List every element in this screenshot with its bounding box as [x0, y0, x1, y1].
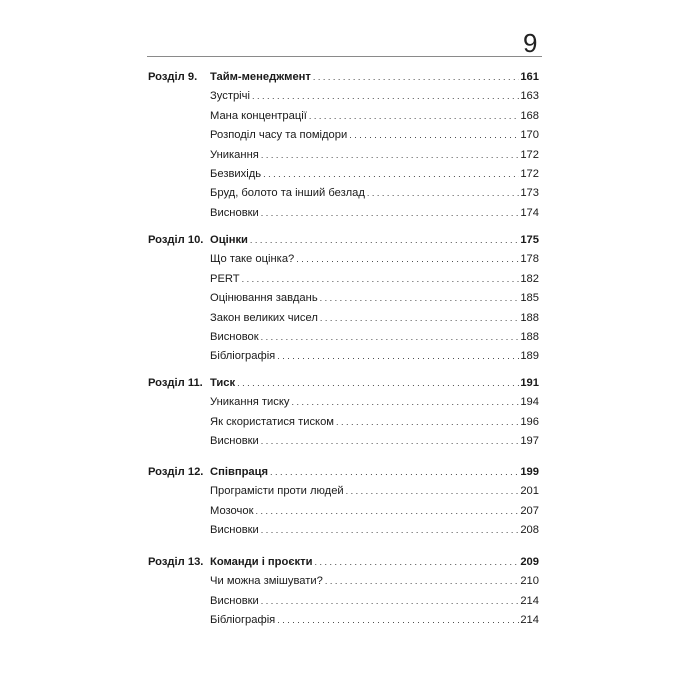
toc-subentry-row	[0, 413, 700, 431]
toc-subentry-row	[0, 432, 700, 450]
toc-entry-page: 214	[520, 614, 539, 627]
toc-subentry-row	[0, 107, 700, 125]
dot-leader	[296, 250, 519, 268]
toc-entry	[210, 347, 539, 365]
toc-subentry-row	[0, 572, 700, 590]
dot-leader	[367, 184, 519, 202]
toc-entry-page: 189	[520, 350, 539, 363]
toc-entry-page: 172	[520, 148, 539, 161]
toc-subentry-row	[0, 289, 700, 307]
dot-leader	[242, 270, 520, 288]
toc-subentry-row	[0, 521, 700, 539]
toc-entry-page: 197	[520, 435, 539, 448]
toc-entry-title: Закон великих чисел	[210, 311, 318, 324]
toc-entry	[210, 553, 539, 571]
toc-entry-page: 174	[520, 206, 539, 219]
dot-leader	[325, 572, 519, 590]
toc-entry	[210, 270, 539, 288]
toc-subentry-row	[0, 184, 700, 202]
toc-entry-title: Співпраця	[210, 466, 269, 478]
toc-chapter-label: Розділ 10.	[148, 234, 204, 246]
toc-subentry-row	[0, 502, 700, 520]
toc-entry-page: 173	[520, 187, 539, 200]
toc-entry-title: Що таке оцінка?	[210, 253, 295, 266]
toc-chapter-row	[0, 68, 700, 86]
toc-entry-title: Висновки	[210, 435, 259, 448]
toc-subentry-row	[0, 165, 700, 183]
toc-entry-page: 188	[520, 331, 539, 343]
toc-entry-page: 214	[520, 594, 539, 607]
toc-entry-page: 168	[520, 109, 539, 122]
dot-leader	[313, 68, 519, 86]
toc-entry-page: 175	[520, 234, 539, 246]
toc-entry	[210, 126, 539, 144]
toc-entry-title: Тиск	[210, 377, 236, 389]
toc-subentry-row	[0, 87, 700, 105]
toc-subentry-row	[0, 146, 700, 164]
toc-subentry-row	[0, 328, 700, 346]
toc-entry-page: 170	[520, 129, 539, 142]
page-number: 9	[523, 28, 538, 58]
toc-subentry-row	[0, 611, 700, 629]
toc-chapter-row	[0, 553, 700, 571]
toc-entry-title: Чи можна змішувати?	[210, 575, 323, 588]
toc-entry	[210, 432, 539, 450]
toc-entry	[210, 87, 539, 105]
dot-leader	[261, 146, 520, 164]
toc-entry-page: 188	[520, 311, 539, 324]
toc-chapter-label: Розділ 11.	[148, 377, 203, 389]
toc-entry	[210, 68, 539, 86]
toc-entry-title: Уникання тиску	[210, 396, 290, 409]
toc-chapter-row	[0, 374, 700, 392]
toc-entry-title: Оцінювання завдань	[210, 292, 318, 305]
toc-entry-page: 196	[520, 415, 539, 428]
toc-entry	[210, 502, 539, 520]
toc-entry-title: Оцінки	[210, 234, 248, 246]
toc-entry-page: 161	[520, 71, 539, 83]
toc-entry-page: 182	[520, 272, 539, 285]
toc-entry	[210, 413, 539, 431]
toc-entry	[210, 231, 539, 249]
dot-leader	[336, 413, 519, 431]
toc-subentry-row	[0, 347, 700, 365]
toc-entry	[210, 250, 539, 268]
dot-leader	[261, 592, 520, 610]
toc-entry	[210, 572, 539, 590]
dot-leader	[250, 231, 519, 249]
toc-entry-title: Бібліографія	[210, 614, 276, 627]
dot-leader	[255, 502, 519, 520]
toc-entry	[210, 611, 539, 629]
dot-leader	[349, 126, 519, 144]
toc-entry-page: 178	[520, 253, 539, 266]
toc-entry	[210, 592, 539, 610]
toc-entry-title: Висновок	[210, 331, 259, 343]
dot-leader	[261, 432, 520, 450]
toc-entry-title: PERT	[210, 272, 240, 285]
toc-entry-title: Висновки	[210, 524, 259, 537]
toc-entry-title: Мана концентрації	[210, 109, 307, 122]
toc-entry-page: 191	[520, 377, 539, 389]
toc-subentry-row	[0, 126, 700, 144]
toc-subentry-row	[0, 204, 700, 222]
toc-entry-page: 207	[520, 504, 539, 517]
toc-entry-title: Бібліографія	[210, 350, 276, 363]
dot-leader	[277, 611, 519, 629]
toc-entry	[210, 393, 539, 411]
toc-entry-title: Бруд, болото та інший безлад	[210, 187, 365, 200]
dot-leader	[261, 328, 520, 346]
toc-entry-title: Зустрічі	[210, 90, 250, 103]
dot-leader	[252, 87, 519, 105]
toc-entry	[210, 184, 539, 202]
toc-entry-title: Мозочок	[210, 504, 254, 517]
toc-entry-title: Програмісти проти людей	[210, 485, 344, 498]
dot-leader	[261, 521, 520, 539]
toc-entry-page: 194	[520, 396, 539, 409]
dot-leader	[270, 463, 519, 481]
toc-entry	[210, 204, 539, 222]
dot-leader	[314, 553, 519, 571]
toc-chapter-label: Розділ 13.	[148, 556, 204, 568]
toc-subentry-row	[0, 592, 700, 610]
toc-subentry-row	[0, 250, 700, 268]
toc-entry-title: Як скористатися тиском	[210, 415, 334, 428]
toc-entry	[210, 146, 539, 164]
toc-entry-title: Команди і проєкти	[210, 556, 313, 568]
dot-leader	[346, 482, 520, 500]
toc-entry	[210, 482, 539, 500]
toc-subentry-row	[0, 270, 700, 288]
toc-entry	[210, 328, 539, 346]
toc-chapter-row	[0, 463, 700, 481]
toc-subentry-row	[0, 482, 700, 500]
toc-entry-title: Безвихідь	[210, 168, 262, 180]
toc-entry-page: 185	[520, 292, 539, 305]
toc-entry	[210, 521, 539, 539]
toc-entry-page: 210	[520, 575, 539, 588]
toc-entry-page: 163	[520, 90, 539, 103]
toc-entry	[210, 107, 539, 125]
toc-entry-page: 172	[520, 168, 539, 180]
dot-leader	[320, 289, 520, 307]
toc-chapter-label: Розділ 12.	[148, 466, 204, 478]
toc-entry	[210, 289, 539, 307]
toc-entry-page: 208	[520, 524, 539, 537]
toc-entry-title: Тайм-менеджмент	[210, 71, 311, 83]
toc-entry-title: Висновки	[210, 594, 259, 607]
dot-leader	[263, 165, 519, 183]
dot-leader	[261, 204, 520, 222]
toc-entry	[210, 309, 539, 327]
toc-subentry-row	[0, 393, 700, 411]
toc-entry-title: Висновки	[210, 206, 259, 219]
toc-chapter-row	[0, 231, 700, 249]
dot-leader	[320, 309, 519, 327]
toc-entry	[210, 165, 539, 183]
dot-leader	[277, 347, 519, 365]
toc-entry-page: 201	[520, 485, 539, 498]
dot-leader	[292, 393, 520, 411]
dot-leader	[237, 374, 519, 392]
toc-chapter-label: Розділ 9.	[148, 71, 198, 83]
toc-entry-title: Розподіл часу та помідори	[210, 129, 348, 142]
toc-entry	[210, 463, 539, 481]
toc-entry-page: 199	[520, 466, 539, 478]
toc-entry	[210, 374, 539, 392]
toc-subentry-row	[0, 309, 700, 327]
toc-entry-page: 209	[520, 556, 539, 568]
toc-entry-title: Уникання	[210, 148, 259, 161]
dot-leader	[309, 107, 519, 125]
